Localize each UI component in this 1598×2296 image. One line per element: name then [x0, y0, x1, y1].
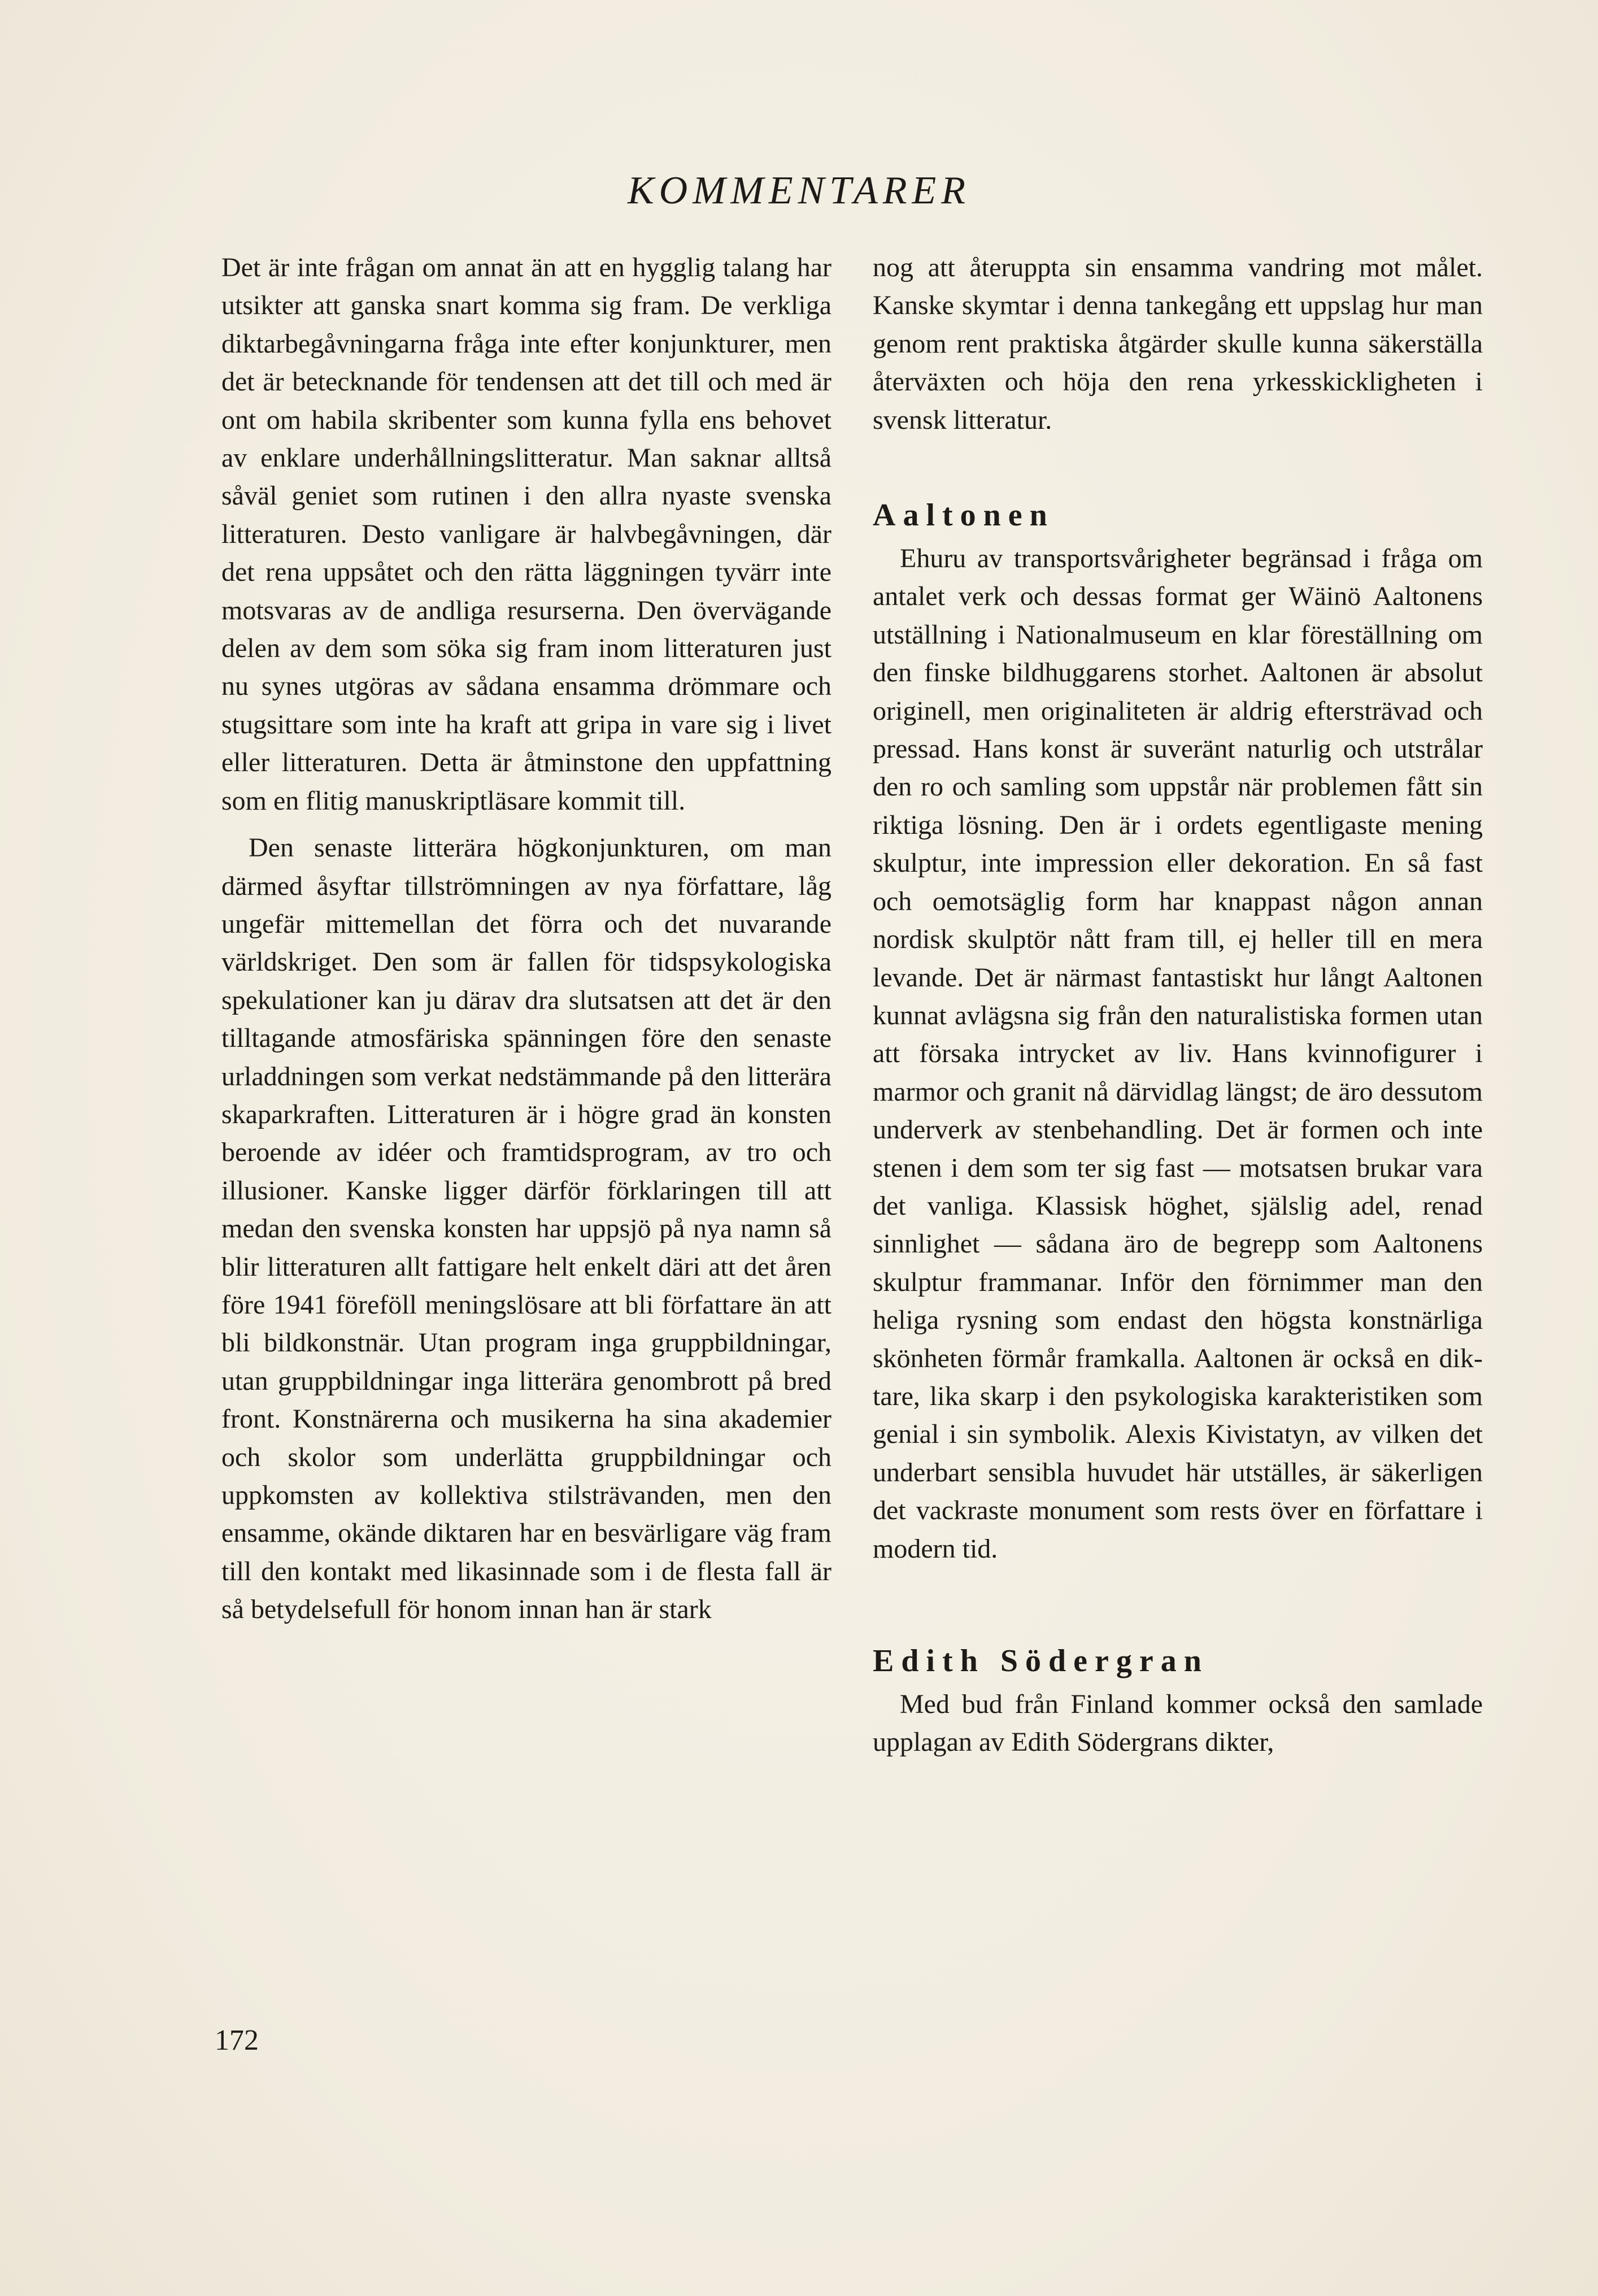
section-heading-edith-sodergran: Edith Södergran — [873, 1643, 1209, 1678]
left-column — [221, 249, 831, 1629]
right-column — [873, 249, 1483, 1762]
page-number: 172 — [215, 2024, 259, 2056]
section-heading-aaltonen: Aaltonen — [873, 498, 1055, 533]
running-head: KOMMENTARER — [627, 169, 971, 212]
paragraph-aaltonen: Ehuru av transportsvårigheter begränsad i fråga om antalet verk och dessas format ger Wäinö Aaltonens utställning i Nationalmuseum en klar föreställning om den finske bildhuggarens storhet. Aaltonen är absolut originell, men originaliteten är aldrig eftersträvad och pressad. Hans konst är suveränt naturlig och utstrålar den ro och samling som uppstår när problemen fått sin riktiga lösning. Den är i ordets egentligaste mening skulptur, inte impression eller dekoration. En så fast och oemotsäglig form har knappast någon annan nordisk skulptör nått fram till, ej heller till en mera levande. Det är närmast fantastiskt hur långt Aaltonen kunnat avlägsna sig från den naturalistiska formen utan att försaka intrycket av liv. Hans kvinnofigurer i marmor och granit nå därvidlag längst; de äro dessutom underverk av stenbehandling. Det är formen och inte stenen i dem som ter sig fast — motsatsen brukar vara det vanliga. Klassisk höghet, själslig adel, renad sinnlighet — sådana äro de begrepp som Aaltonens skulptur frammanar. Inför den förnimmer man den heliga rysning som endast den högsta konstnärliga skönheten förmår framkalla. Aaltonen är också en diktare, lika skarp i den psykologiska karakteristiken som genial i sin symbolik. Alexis Kivistatyn, av vilken det underbart sensibla huvudet här utställes, är säkerligen det vackraste monument som rests över en författare i modern tid. — [873, 543, 1483, 1564]
paragraph-talang: Det är inte frågan om annat än att en hygglig talang har utsikter att ganska snart komma sig fram. De verkliga diktarbegåvningarna fråga inte efter konjunkturer, men det är betecknande för tendensen att det till och med är ont om habila skribenter som kunna fylla ens behovet av enklare underhållningslitteratur. Man saknar alltså såväl geniet som rutinen i den allra nyaste svenska litteraturen. Desto vanligare är halvbegåvningen, där det rena uppsåtet och den rätta läggningen tyvärr inte motsvaras av de andliga resurserna. Den övervägande delen av dem som söka sig fram inom litteraturen just nu synes utgöras av sådana ensamma drömmare och stugsittare som inte ha kraft att gripa in vare sig i livet eller litteraturen. Detta är åtminstone den uppfattning som en flitig manuskriptläsare kommit till. — [221, 253, 831, 816]
paragraph-continuation: nog att återuppta sin ensamma vandring mot målet. Kanske skymtar i denna tankegång ett uppslag hur man genom rent praktiska åtgärder skulle kunna säkerställa återväxten och höja den rena yrkesskickligheten i svensk litteratur. — [873, 253, 1483, 435]
paragraph-hogkonjunktur: Den senaste litterära högkonjunkturen, om man därmed åsyftar tillströmningen av nya författare, låg ungefär mittemellan det förra och det nuvarande världskriget. Den som är fallen för tidspsykologiska spekulationer kan ju därav dra slutsatsen att det är den tilltagande atmosfäriska spänningen före den senaste urladdningen som verkat nedstämmande på den litterära skaparkraften. Litteraturen är i högre grad än konsten beroende av idéer och framtidsprogram, av tro och illusioner. Kanske ligger därför förklaringen till att medan den svenska konsten har uppsjö på nya namn så blir litteraturen allt fattigare helt enkelt däri att det åren före 1941 föreföll meningslösare att bli författare än att bli bildkonstnär. Utan program inga gruppbildningar, utan gruppbildningar inga litterära genombrott på bred front. Konstnärerna och musikerna ha sina akademier och skolor som underlätta gruppbildningar och uppkomsten av kollektiva stilsträvanden, men den ensamme, okände diktaren har en besvärligare väg fram till den kontakt med likasinnade som i de flesta fall är så betydelsefull för honom innan han är stark — [221, 833, 831, 1625]
paragraph-edith-sodergran: Med bud från Finland kommer också den samlade upplagan av Edith Södergrans dikter, — [873, 1689, 1483, 1758]
